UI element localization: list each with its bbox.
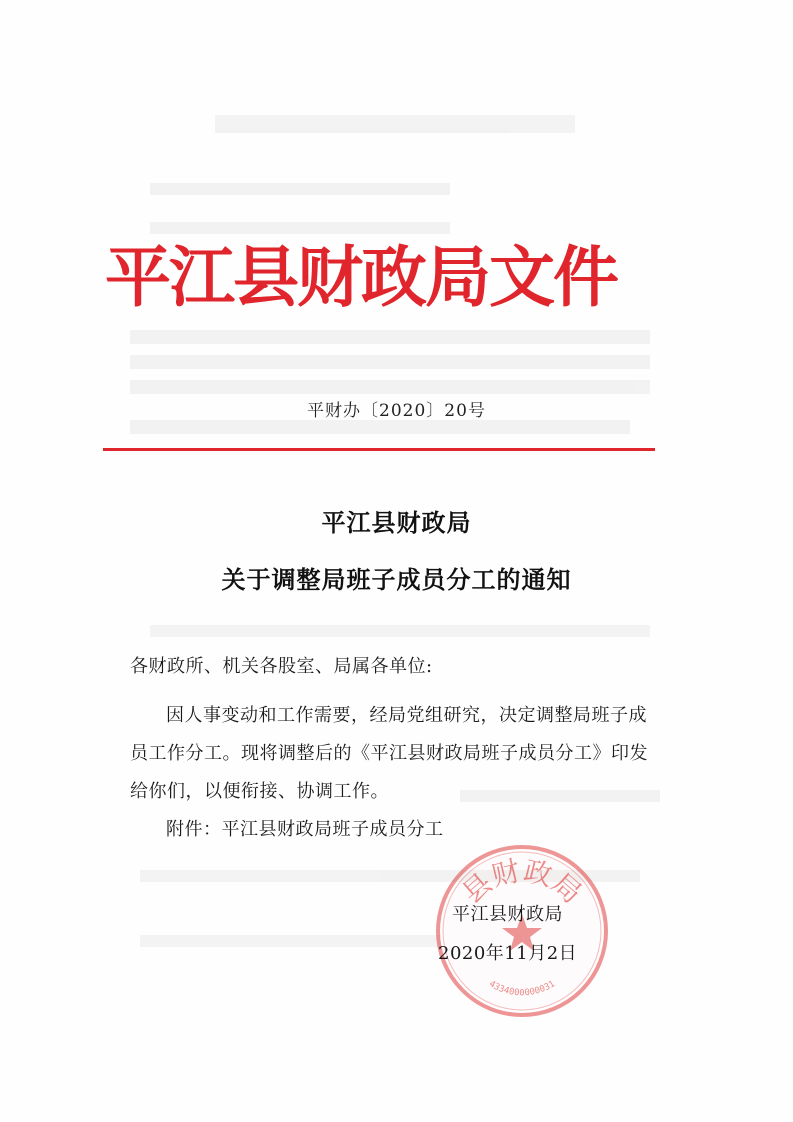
attachment-line: 附件：平江县财政局班子成员分工 <box>166 819 444 840</box>
seal-arc-text: 县财政局 <box>455 854 589 910</box>
seal-serial-number: 4334000000031 <box>487 979 557 999</box>
notice-title-org: 平江县财政局 <box>321 509 472 537</box>
document-header-title: 平江县财政局文件 <box>105 239 617 316</box>
notice-body-paragraph: 因人事变动和工作需要，经局党组研究，决定调整局班子成员工作分工。现将调整后的《平江县财政局班子成员分工》印发给你们，以便衔接、协调工作。 <box>130 705 648 802</box>
notice-title-subject: 关于调整局班子成员分工的通知 <box>221 566 572 594</box>
red-divider-line <box>103 448 655 451</box>
signature-organization: 平江县财政局 <box>452 904 563 925</box>
document-number: 平财办〔2020〕20号 <box>307 401 486 421</box>
salutation: 各财政所、机关各股室、局属各单位: <box>130 656 433 677</box>
signature-date: 2020年11月2日 <box>438 943 578 964</box>
